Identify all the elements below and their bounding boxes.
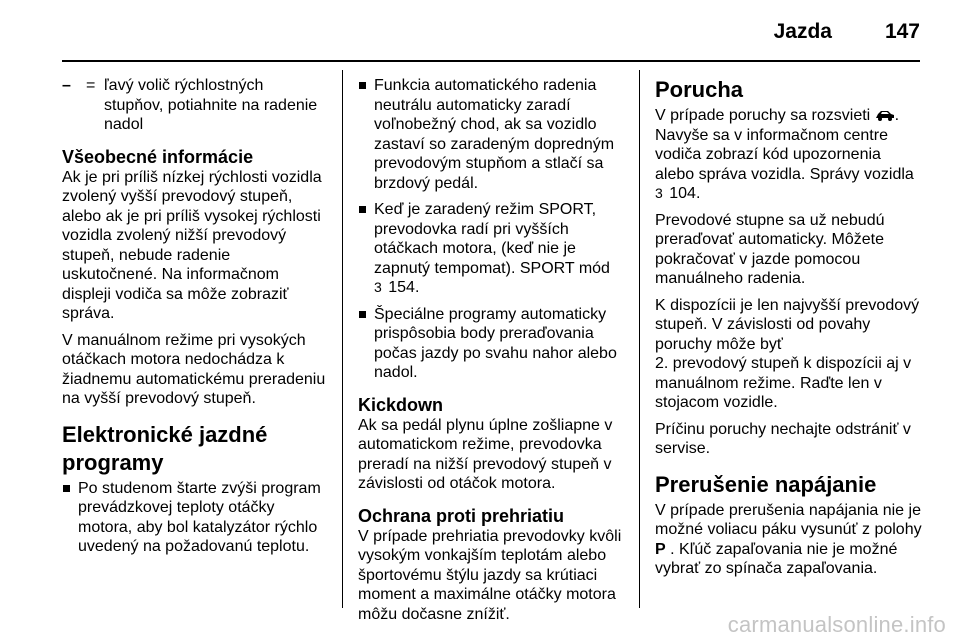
paragraph-power — [655, 501, 923, 579]
definition-row — [62, 76, 326, 135]
paragraph-overheat: V prípade prehriatia prevodovky kvôli vysokým vonkajším teplotám alebo športovému štýlu jazdy sa krútiaci moment a maximálne otáčky motora môžu dočasne znížiť. — [358, 527, 622, 623]
heading-electronic-programs: Elektronické jazdné programy — [62, 421, 268, 475]
section-title: Jazda — [773, 20, 832, 43]
list-item — [358, 200, 626, 298]
column-divider-2 — [639, 70, 640, 608]
vehicle-messages-page-link[interactable]: 104. — [669, 185, 701, 202]
sport-mode-page-link[interactable]: 154. — [388, 279, 420, 296]
column-divider-1 — [342, 70, 343, 608]
column-1 — [62, 76, 326, 564]
page-reference-arrow: 3 — [655, 185, 663, 201]
heading-general-info: Všeobecné informácie — [62, 146, 254, 167]
power-text-b: . Kľúč zapaľovania nie je možné vybrať zo spínača zapaľovania. — [655, 540, 898, 577]
sport-mode-text: Keď je zaradený režim SPORT, prevodovka radí pri vyšších otáčkach motora, (keď nie je zapnutý tempomat). SPORT mód — [374, 201, 610, 277]
car-warning-icon — [875, 109, 895, 121]
minus-symbol: – — [62, 77, 71, 94]
fault-3-text-b: 2. prevodový stupeň k dispozícii aj v manuálnom režime. Raďte len v stojacom vozidle. — [655, 355, 912, 411]
list-item: Špeciálne programy automaticky prispôsobia body preraďovania počas jazdy po svahu nahor alebo nadol. — [358, 305, 626, 383]
power-text-a: V prípade prerušenia napájania nie je možné voliacu páku vysunúť z polohy — [655, 501, 922, 538]
list-item: Funkcia automatického radenia neutrálu automaticky zaradí voľnobežný chod, ak sa vozidlo zastaví so zaradeným dopredným prevodovým stupňom a stlačí sa brzdový pedál. — [358, 76, 626, 193]
page-header — [62, 0, 920, 62]
paragraph-kickdown: Ak sa pedál plynu úplne zošliapne v automatickom režime, prevodovka preradí na nižší prevodový stupeň v závislosti od otáčok motora. — [358, 416, 613, 492]
heading-power-interruption: Prerušenie napájanie — [655, 471, 877, 497]
gear-position-p: P — [655, 540, 666, 558]
paragraph-fault-2: Prevodové stupne sa už nebudú preraďovať automaticky. Môžete pokračovať v jazde pomocou manuálneho radenia. — [655, 211, 885, 287]
page-reference-arrow: 3 — [374, 279, 382, 295]
heading-fault: Porucha — [655, 77, 744, 102]
paragraph-general-2: V manuálnom režime pri vysokých otáčkach motora nedochádza k žiadnemu automatickému preradeniu na vyšší prevodový stupeň. — [62, 331, 326, 407]
heading-kickdown: Kickdown — [358, 394, 444, 415]
heading-overheat-protection: Ochrana proti prehriatiu — [358, 505, 565, 526]
page-number: 147 — [884, 20, 920, 43]
fault-3-text-a: K dispozícii je len najvyšší prevodový stupeň. V závislosti od povahy poruchy môže byť — [655, 296, 920, 353]
paragraph-fault-1 — [655, 106, 923, 204]
column-2 — [358, 76, 626, 631]
paragraph-fault-4: Príčinu poruchy nechajte odstrániť v servise. — [655, 420, 911, 457]
column-3 — [655, 76, 923, 586]
equals-sign: = — [86, 77, 96, 94]
fault-text-b: . Navyše sa v informačnom centre vodiča zobrazí kód upozornenia alebo správa vozidla. Správy vozidla — [655, 107, 914, 183]
fault-text-a: V prípade poruchy sa rozsvieti — [655, 107, 871, 124]
paragraph-fault-3 — [655, 296, 923, 413]
watermark: carmanualsonline.info — [727, 612, 946, 637]
definition-text: ľavý volič rýchlostných stupňov, potiahnite na radenie nadol — [104, 77, 318, 133]
paragraph-general-1: Ak je pri príliš nízkej rýchlosti vozidla zvolený vyšší prevodový stupeň, alebo ak je pri príliš vysokej rýchlosti vozidla zvolený nižší prevodový stupeň, nebude radenie uskutočnené. Na informačnom displeji vodiča sa môže zobraziť správa. — [62, 168, 322, 322]
list-item: Po studenom štarte zvýši program prevádzkovej teploty otáčky motora, aby bol katalyzátor rýchlo uvedený na požadovanú teplotu. — [62, 479, 326, 557]
